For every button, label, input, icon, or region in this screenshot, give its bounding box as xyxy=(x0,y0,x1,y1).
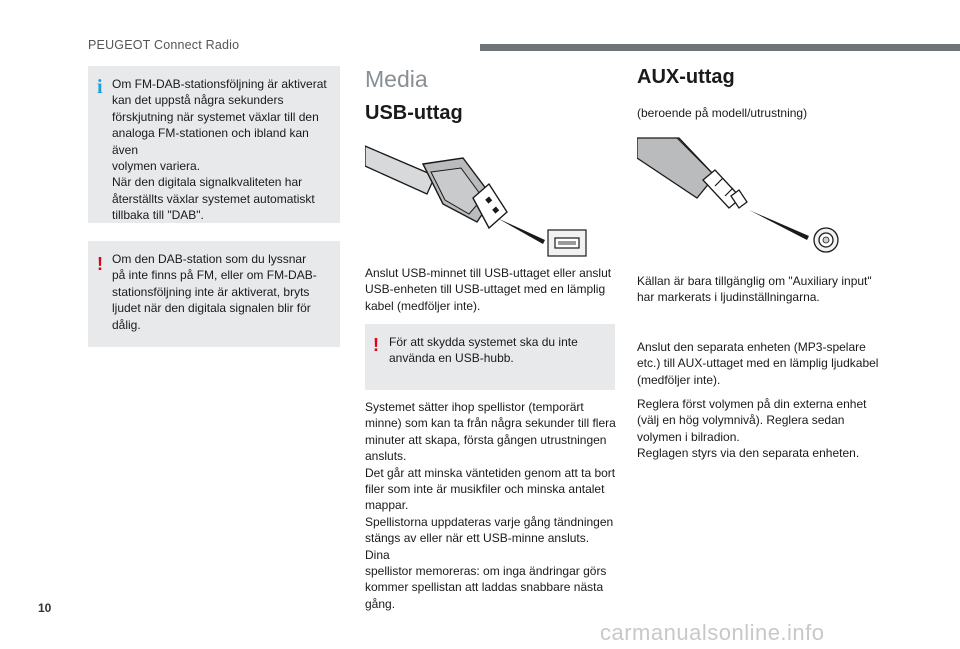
usb-section-title: USB-uttag xyxy=(365,102,463,124)
aux-availability-text: (beroende på modell/utrustning) xyxy=(637,106,808,120)
info-note-text: Om FM-DAB-stationsföljning är aktiverat kan det uppstå några sekunders förskjutning när systemet växlar till den analoga FM-stationen och ibland kan även volymen variera. När den digitala signalkvaliteten har återställts växlar systemet automatiskt tillbaka till "DAB". xyxy=(112,77,327,223)
aux-source-note: Källan är bara tillgänglig om "Auxiliary input" har markerats i ljudinställningarna. xyxy=(637,274,872,305)
aux-jack-illustration xyxy=(637,136,847,256)
page-header-title: PEUGEOT Connect Radio xyxy=(88,38,240,52)
info-icon: i xyxy=(97,76,103,98)
info-note xyxy=(88,66,340,223)
warning-note-text: Om den DAB-station som du lyssnar på inte finns på FM, eller om FM-DAB- stationsföljning inte är aktiverat, bryts ljudet när den digitala signalen blir för dålig. xyxy=(112,252,317,332)
usb-warning-text: För att skydda systemet ska du inte använda en USB-hubb. xyxy=(389,335,578,366)
warning-icon: ! xyxy=(373,335,379,355)
warning-icon: ! xyxy=(97,254,103,274)
header-bar xyxy=(480,44,960,51)
watermark: carmanualsonline.info xyxy=(600,620,825,645)
usb-plug-illustration xyxy=(365,138,590,258)
playlist-text: Systemet sätter ihop spellistor (temporärt minne) som kan ta från några sekunder till flera minuter att skapa, första gången utrustningen ansluts. Det går att minska väntetiden genom att ta bort filer som inte är musikfiler och minska antalet mappar. Spellistorna uppdateras varje gång tändningen stängs av eller när ett USB-minne ansluts. Dina spellistor memoreras: om inga ändringar görs kommer spellistan att laddas snabbare nästa gång. xyxy=(365,400,616,611)
usb-warning-note xyxy=(365,324,615,390)
warning-note xyxy=(88,241,340,347)
page-number: 10 xyxy=(38,601,52,615)
media-section-title: Media xyxy=(365,66,428,92)
aux-connect-text: Anslut den separata enheten (MP3-spelare etc.) till AUX-uttaget med en lämplig ljudkabel (medföljer inte). xyxy=(637,340,879,387)
usb-instruction-text: Anslut USB-minnet till USB-uttaget eller anslut USB-enheten till USB-uttaget med en lämplig kabel (medföljer inte). xyxy=(365,266,612,313)
aux-volume-text: Reglera först volymen på din externa enhet (välj en hög volymnivå). Reglera sedan volymen i bilradion. Reglagen styrs via den separata enheten. xyxy=(637,397,867,461)
aux-section-title: AUX-uttag xyxy=(637,66,735,88)
